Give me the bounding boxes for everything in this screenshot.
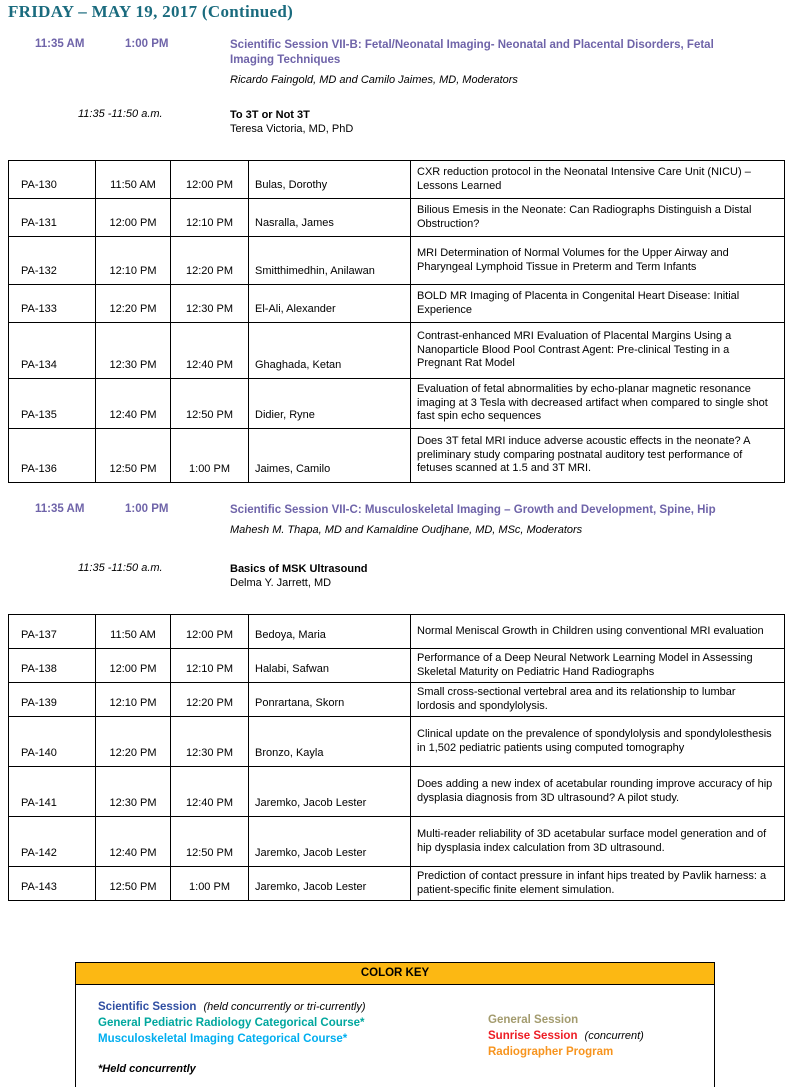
key-item-scientific-session (98, 999, 488, 1015)
cell-abstract-title: Performance of a Deep Neural Network Learning Model in Assessing Skeletal Maturity on Pediatric Hand Radiographs (411, 649, 785, 683)
table-row (9, 683, 785, 717)
lecture-viic (78, 562, 792, 590)
cell-code: PA-142 (9, 817, 96, 867)
lecture-viib (78, 108, 792, 136)
key-item-radiographer-program (488, 1044, 644, 1060)
cell-end-time: 12:50 PM (171, 817, 249, 867)
cell-presenter: Bulas, Dorothy (249, 161, 411, 199)
cell-end-time: 1:00 PM (171, 429, 249, 483)
cell-start-time: 12:50 PM (96, 867, 171, 901)
table-row (9, 867, 785, 901)
cell-start-time: 12:00 PM (96, 649, 171, 683)
cell-start-time: 11:50 AM (96, 615, 171, 649)
key-label: Musculoskeletal Imaging Categorical Course* (98, 1033, 348, 1045)
key-label: Radiographer Program (488, 1046, 614, 1058)
session-viib-abstract-table (8, 160, 785, 483)
session-title: Scientific Session VII-B: Fetal/Neonatal Imaging- Neonatal and Placental Disorders, Fetal Imaging Techniques (230, 39, 714, 66)
cell-code: PA-139 (9, 683, 96, 717)
key-label: General Session (488, 1014, 579, 1026)
cell-presenter: Bronzo, Kayla (249, 717, 411, 767)
cell-code: PA-132 (9, 237, 96, 285)
cell-abstract-title: Small cross-sectional vertebral area and its relationship to lumbar lordosis and spondylolysis. (411, 683, 785, 717)
cell-code: PA-141 (9, 767, 96, 817)
table-row (9, 285, 785, 323)
cell-abstract-title: Bilious Emesis in the Neonate: Can Radiographs Distinguish a Distal Obstruction? (411, 199, 785, 237)
cell-abstract-title: Does adding a new index of acetabular rounding improve accuracy of hip dysplasia diagnosis from 3D ultrasound? A pilot study. (411, 767, 785, 817)
cell-end-time: 1:00 PM (171, 867, 249, 901)
table-row (9, 199, 785, 237)
color-key-header: COLOR KEY (76, 963, 714, 985)
cell-abstract-title: Evaluation of fetal abnormalities by echo-planar magnetic resonance imaging at 3 Tesla with decreased artifact when compared to single shot fast spin echo sequences (411, 379, 785, 429)
cell-presenter: Jaremko, Jacob Lester (249, 817, 411, 867)
cell-presenter: Didier, Ryne (249, 379, 411, 429)
key-label: Scientific Session (98, 1001, 197, 1013)
cell-start-time: 12:40 PM (96, 379, 171, 429)
lecture-speaker: Delma Y. Jarrett, MD (230, 577, 332, 589)
cell-presenter: Halabi, Safwan (249, 649, 411, 683)
cell-code: PA-133 (9, 285, 96, 323)
cell-end-time: 12:40 PM (171, 323, 249, 379)
key-item-musculoskeletal-course (98, 1031, 488, 1047)
color-key-right-column (488, 999, 644, 1075)
session-header-viic (35, 503, 792, 536)
session-title: Scientific Session VII-C: Musculoskeletal Imaging – Growth and Development, Spine, Hip (230, 504, 716, 516)
table-row (9, 161, 785, 199)
cell-code: PA-135 (9, 379, 96, 429)
cell-code: PA-138 (9, 649, 96, 683)
session-end-time: 1:00 PM (125, 38, 169, 50)
cell-start-time: 12:40 PM (96, 817, 171, 867)
table-row (9, 323, 785, 379)
cell-code: PA-137 (9, 615, 96, 649)
table-row (9, 615, 785, 649)
cell-start-time: 12:20 PM (96, 285, 171, 323)
key-note: (concurrent) (584, 1030, 644, 1042)
color-key-body (76, 985, 714, 1087)
cell-abstract-title: MRI Determination of Normal Volumes for the Upper Airway and Pharyngeal Lymphoid Tissue in Preterm and Term Infants (411, 237, 785, 285)
lecture-time: 11:35 -11:50 a.m. (78, 562, 163, 574)
key-footnote: *Held concurrently (98, 1063, 196, 1075)
session-end-time: 1:00 PM (125, 503, 169, 515)
cell-code: PA-140 (9, 717, 96, 767)
cell-start-time: 12:30 PM (96, 323, 171, 379)
table-row (9, 767, 785, 817)
cell-end-time: 12:30 PM (171, 717, 249, 767)
lecture-title: Basics of MSK Ultrasound (230, 563, 368, 575)
key-label: General Pediatric Radiology Categorical Course* (98, 1017, 365, 1029)
key-note: (held concurrently or tri-currently) (203, 1001, 366, 1013)
session-viic-abstract-table (8, 614, 785, 901)
color-key-left-column (98, 999, 488, 1075)
session-start-time: 11:35 AM (35, 503, 85, 515)
cell-presenter: Jaremko, Jacob Lester (249, 767, 411, 817)
cell-end-time: 12:00 PM (171, 615, 249, 649)
session-title-block (230, 503, 742, 536)
cell-abstract-title: Multi-reader reliability of 3D acetabular surface model generation and of hip dysplasia index calculation from 3D ultrasound. (411, 817, 785, 867)
cell-end-time: 12:10 PM (171, 199, 249, 237)
cell-presenter: Jaremko, Jacob Lester (249, 867, 411, 901)
lecture-speaker: Teresa Victoria, MD, PhD (230, 123, 354, 135)
cell-start-time: 12:00 PM (96, 199, 171, 237)
cell-presenter: Ghaghada, Ketan (249, 323, 411, 379)
cell-end-time: 12:30 PM (171, 285, 249, 323)
cell-end-time: 12:20 PM (171, 237, 249, 285)
lecture-text (230, 562, 368, 590)
cell-abstract-title: Does 3T fetal MRI induce adverse acoustic effects in the neonate? A preliminary study comparing postnatal auditory test performance of fetuses scanned at 1.5 and 3T MRI. (411, 429, 785, 483)
cell-presenter: Nasralla, James (249, 199, 411, 237)
key-item-sunrise-session (488, 1028, 644, 1044)
table-row (9, 817, 785, 867)
cell-start-time: 12:50 PM (96, 429, 171, 483)
lecture-text (230, 108, 353, 136)
cell-code: PA-136 (9, 429, 96, 483)
cell-start-time: 12:20 PM (96, 717, 171, 767)
cell-end-time: 12:50 PM (171, 379, 249, 429)
cell-abstract-title: Contrast-enhanced MRI Evaluation of Placental Margins Using a Nanoparticle Blood Pool Contrast Agent: Pre-clinical Testing in a Pregnant Rat Model (411, 323, 785, 379)
cell-end-time: 12:00 PM (171, 161, 249, 199)
table-row (9, 237, 785, 285)
session-moderators: Ricardo Faingold, MD and Camilo Jaimes, MD, Moderators (230, 74, 518, 86)
color-key (75, 962, 715, 1087)
key-label: Sunrise Session (488, 1030, 578, 1042)
key-item-general-pediatric-course (98, 1015, 488, 1031)
cell-abstract-title: CXR reduction protocol in the Neonatal Intensive Care Unit (NICU) – Lessons Learned (411, 161, 785, 199)
cell-start-time: 12:30 PM (96, 767, 171, 817)
cell-abstract-title: Normal Meniscal Growth in Children using conventional MRI evaluation (411, 615, 785, 649)
cell-code: PA-143 (9, 867, 96, 901)
cell-code: PA-134 (9, 323, 96, 379)
page-title: FRIDAY – MAY 19, 2017 (Continued) (8, 2, 294, 21)
cell-abstract-title: Clinical update on the prevalence of spondylolysis and spondylolesthesis in 1,502 pediatric patients using computed tomography (411, 717, 785, 767)
table-row (9, 379, 785, 429)
cell-start-time: 11:50 AM (96, 161, 171, 199)
session-title-block (230, 38, 742, 86)
cell-presenter: El-Ali, Alexander (249, 285, 411, 323)
cell-abstract-title: BOLD MR Imaging of Placenta in Congenital Heart Disease: Initial Experience (411, 285, 785, 323)
cell-start-time: 12:10 PM (96, 683, 171, 717)
cell-presenter: Bedoya, Maria (249, 615, 411, 649)
session-start-time: 11:35 AM (35, 38, 85, 50)
table-row (9, 717, 785, 767)
key-item-general-session (488, 1012, 644, 1028)
cell-end-time: 12:20 PM (171, 683, 249, 717)
table-row (9, 649, 785, 683)
cell-start-time: 12:10 PM (96, 237, 171, 285)
cell-code: PA-131 (9, 199, 96, 237)
session-moderators: Mahesh M. Thapa, MD and Kamaldine Oudjhane, MD, MSc, Moderators (230, 524, 583, 536)
table-row (9, 429, 785, 483)
cell-presenter: Ponrartana, Skorn (249, 683, 411, 717)
lecture-title: To 3T or Not 3T (230, 109, 310, 121)
lecture-time: 11:35 -11:50 a.m. (78, 108, 163, 120)
cell-end-time: 12:40 PM (171, 767, 249, 817)
cell-end-time: 12:10 PM (171, 649, 249, 683)
cell-presenter: Smitthimedhin, Anilawan (249, 237, 411, 285)
cell-abstract-title: Prediction of contact pressure in infant hips treated by Pavlik harness: a patient-specific finite element simulation. (411, 867, 785, 901)
cell-code: PA-130 (9, 161, 96, 199)
session-header-viib (35, 38, 792, 86)
cell-presenter: Jaimes, Camilo (249, 429, 411, 483)
